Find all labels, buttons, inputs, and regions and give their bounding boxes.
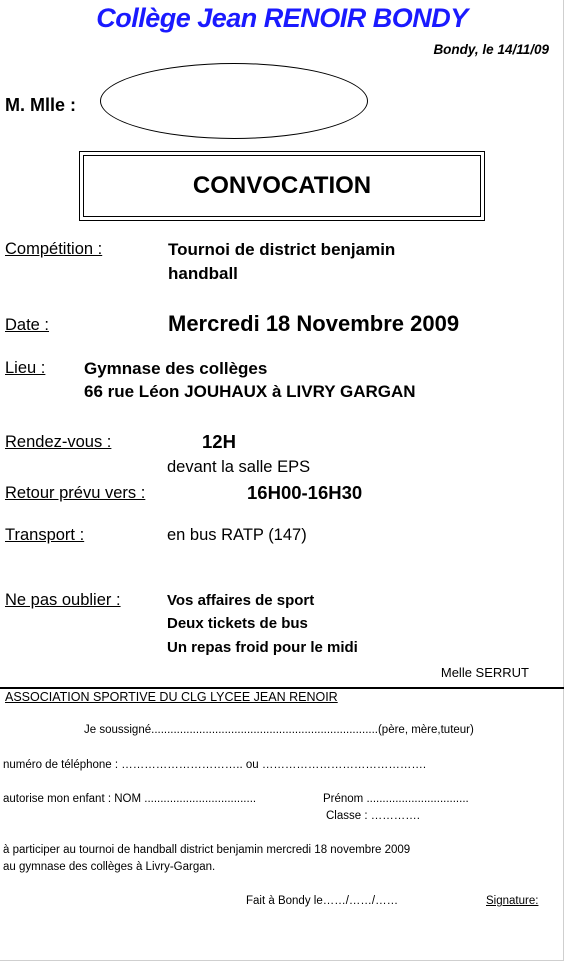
participer-line1: à participer au tournoi de handball district benjamin mercredi 18 novembre 2009 bbox=[3, 844, 411, 856]
telephone-line[interactable]: numéro de téléphone : ………………………….. ou ……………………………………. bbox=[3, 759, 427, 771]
rdv-place: devant la salle EPS bbox=[167, 458, 311, 476]
transport-value: en bus RATP (147) bbox=[167, 526, 307, 544]
retour-label: Retour prévu vers : bbox=[5, 484, 146, 502]
oublier-label: Ne pas oublier : bbox=[5, 591, 121, 609]
fait-a-line[interactable]: Fait à Bondy le……/……/…… bbox=[246, 895, 399, 907]
classe-line[interactable]: Classe : …………. bbox=[326, 810, 420, 822]
oublier-item: Deux tickets de bus bbox=[167, 615, 308, 632]
title-box bbox=[79, 151, 485, 221]
date-label: Date : bbox=[5, 316, 50, 334]
lieu-value-line1: Gymnase des collèges bbox=[84, 359, 268, 378]
prenom-line[interactable]: Prénom ................................ bbox=[323, 793, 469, 805]
competition-label: Compétition : bbox=[5, 240, 103, 258]
oublier-item: Un repas froid pour le midi bbox=[167, 639, 358, 656]
rdv-label: Rendez-vous : bbox=[5, 433, 112, 451]
rdv-time: 12H bbox=[202, 431, 236, 452]
transport-label: Transport : bbox=[5, 526, 85, 544]
autorise-nom-line[interactable]: autorise mon enfant : NOM ................................... bbox=[3, 793, 257, 805]
recipient-name-oval[interactable] bbox=[100, 63, 368, 139]
teacher-signatory: Melle SERRUT bbox=[440, 665, 529, 680]
competition-value-line2: handball bbox=[168, 264, 238, 283]
recipient-label: M. Mlle : bbox=[5, 95, 76, 115]
school-name: Collège Jean RENOIR BONDY bbox=[96, 3, 468, 33]
association-title: ASSOCIATION SPORTIVE DU CLG LYCEE JEAN RENOIR bbox=[5, 690, 338, 704]
participer-line2: au gymnase des collèges à Livry-Gargan. bbox=[3, 861, 216, 873]
lieu-label: Lieu : bbox=[5, 359, 46, 377]
date-value: Mercredi 18 Novembre 2009 bbox=[168, 311, 460, 336]
lieu-value-line2: 66 rue Léon JOUHAUX à LIVRY GARGAN bbox=[84, 382, 416, 401]
oublier-item: Vos affaires de sport bbox=[167, 592, 315, 609]
soussigne-line[interactable]: Je soussigné.......................................................................(père, mère,tuteur) bbox=[84, 724, 474, 736]
retour-value: 16H00-16H30 bbox=[247, 482, 363, 503]
place-date: Bondy, le 14/11/09 bbox=[433, 42, 549, 57]
signature-label: Signature: bbox=[486, 895, 539, 907]
cut-line bbox=[0, 687, 564, 689]
document-title: CONVOCATION bbox=[83, 155, 481, 217]
competition-value-line1: Tournoi de district benjamin bbox=[168, 240, 396, 259]
